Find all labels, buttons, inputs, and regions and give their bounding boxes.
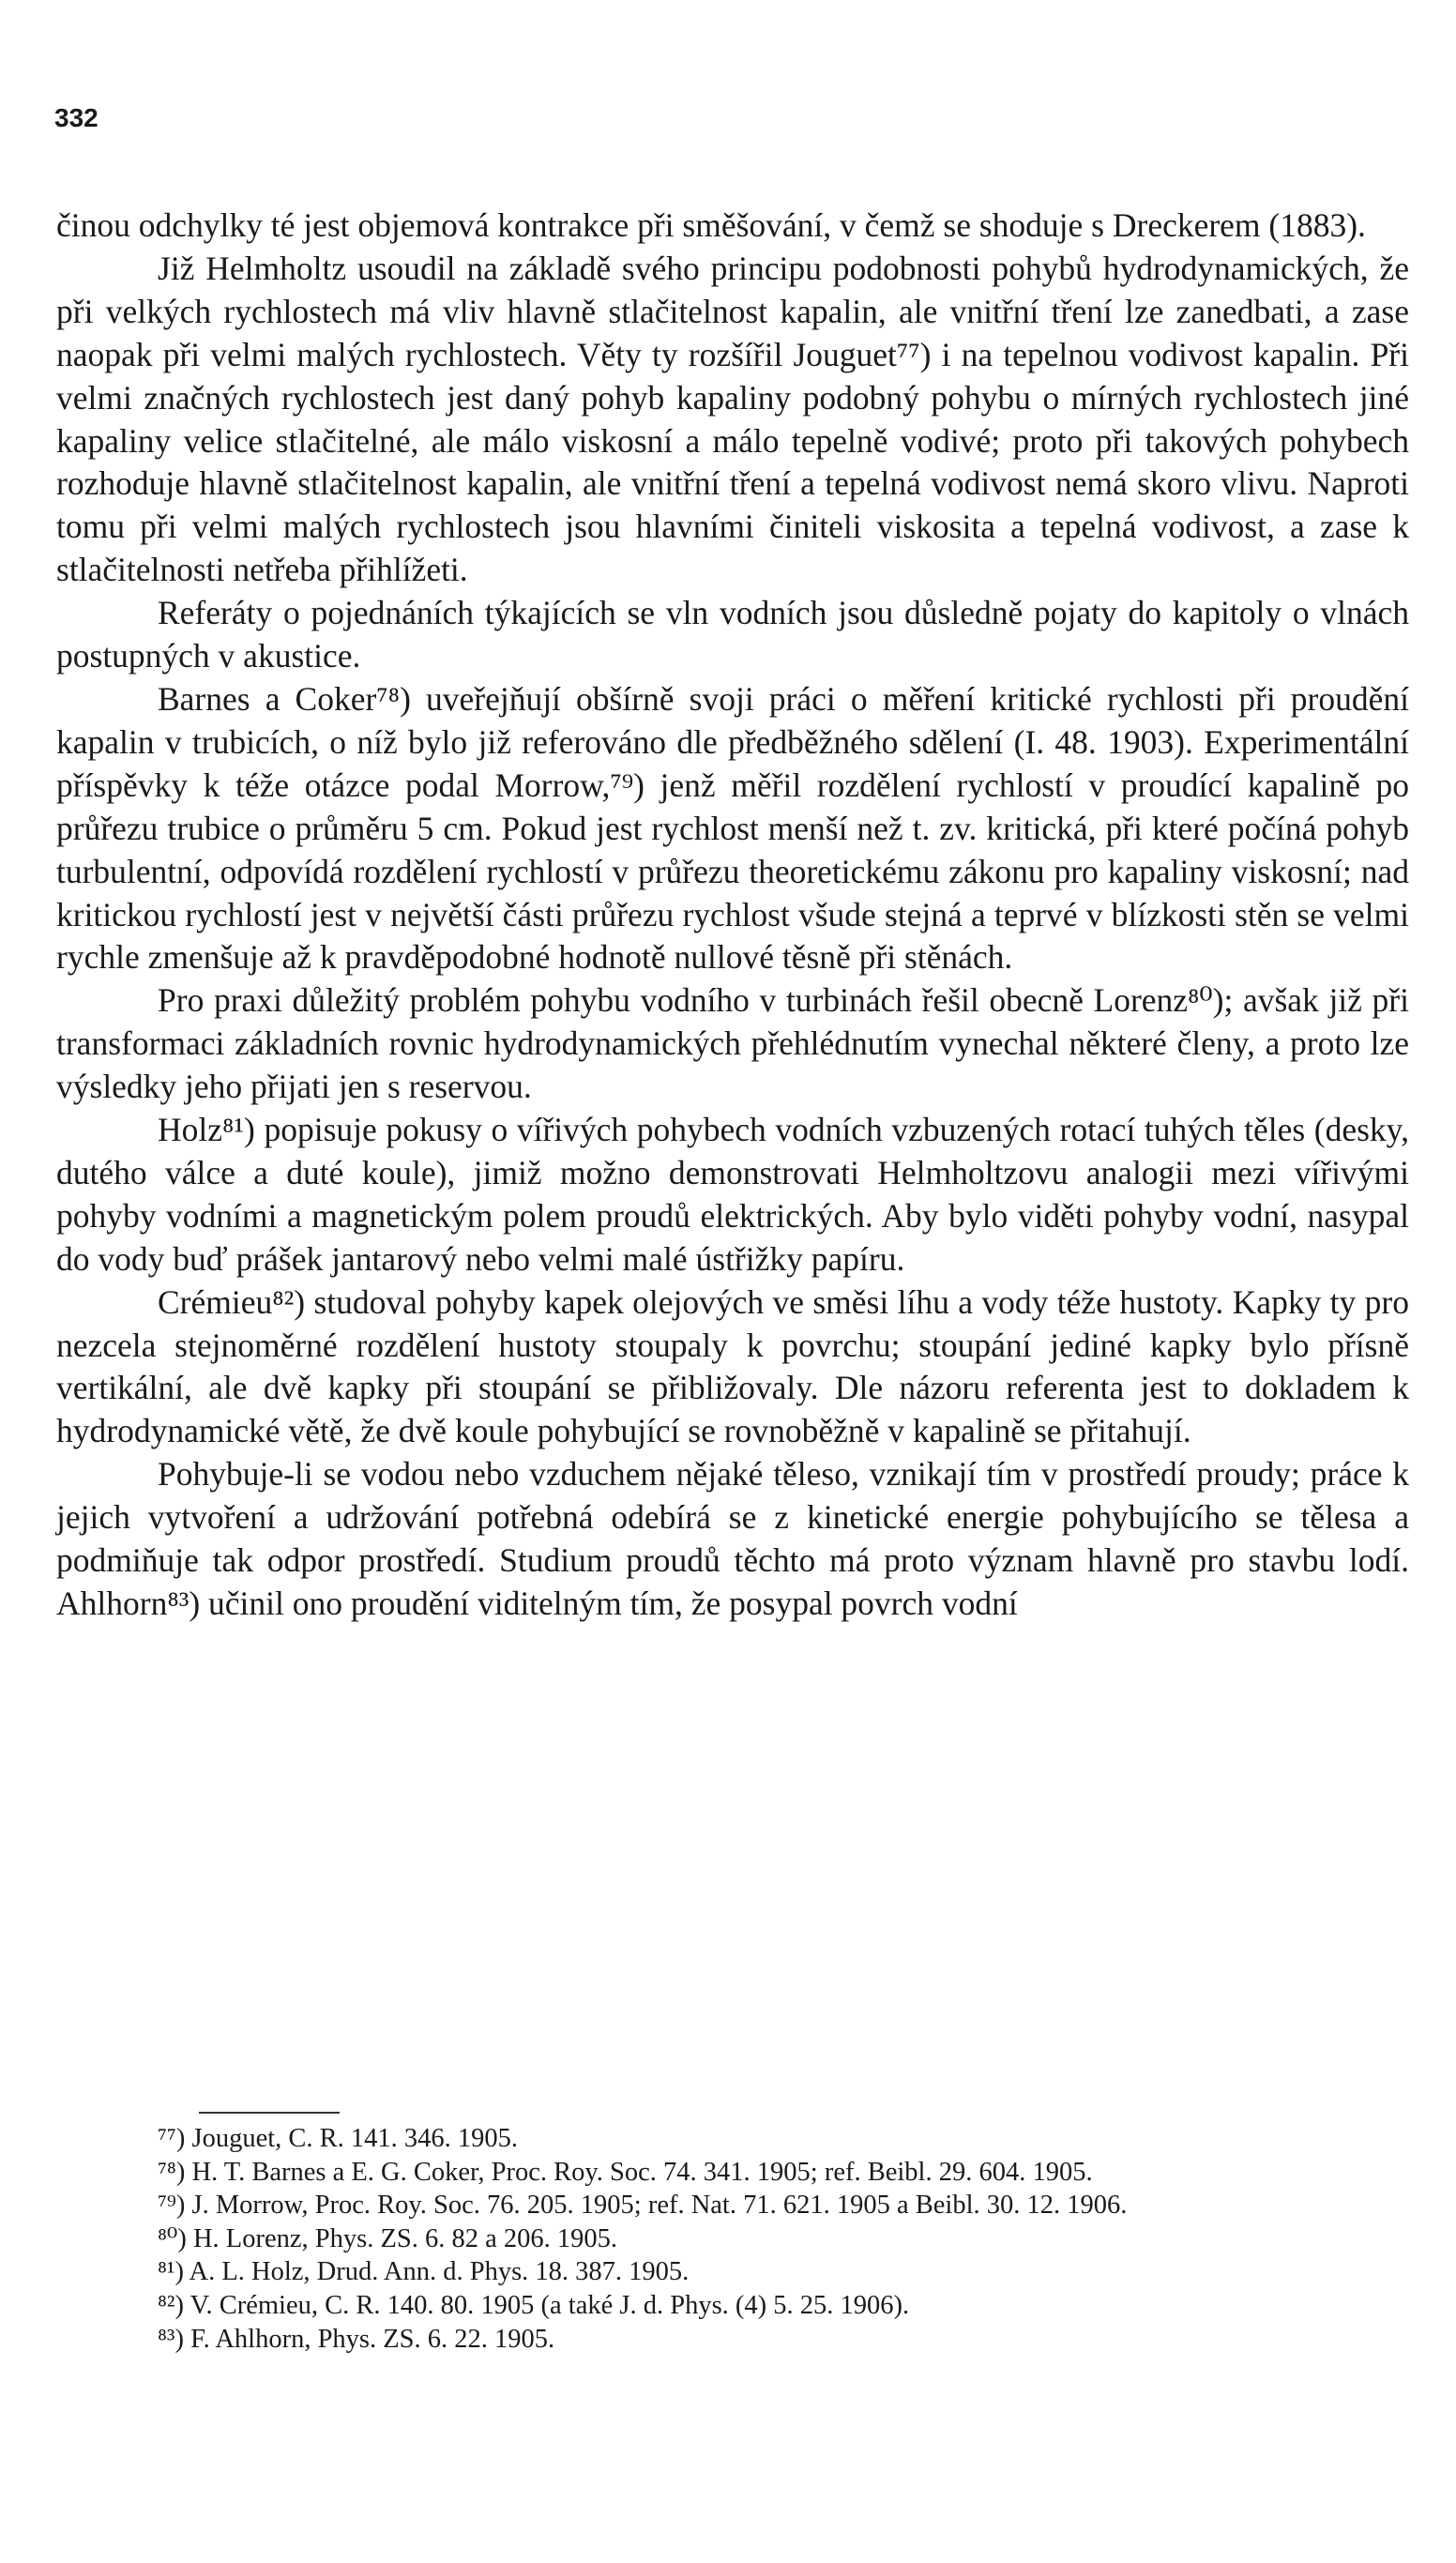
paragraph: Pohybuje-li se vodou nebo vzduchem nějaké těleso, vznikají tím v prostředí proudy; práce k jejich vytvoření a udržování potřebná odebírá se z kinetické energie pohybujícího se tělesa a podmiňuje tak odpor prostředí. Studium proudů těchto má proto význam hlavně pro stavbu lodí. Ahlhorn⁸³) učinil ono proudění viditelným tím, že posypal povrch vodní <box>56 1455 1409 1622</box>
footnote: ⁷⁷) Jouguet, C. R. 141. 346. 1905. <box>158 2124 519 2153</box>
page-number: 332 <box>54 103 99 132</box>
paragraph: Referáty o pojednáních týkajících se vln vodních jsou důsledně pojaty do kapitoly o vlnách postupných v akustice. <box>56 594 1409 675</box>
paragraph: Crémieu⁸²) studoval pohyby kapek olejových ve směsi líhu a vody téže hustoty. Kapky ty pro nezcela stejnoměrné rozdělení hustoty stoupaly k povrchu; stoupání jediné kapky bylo přísně vertikální, ale dvě kapky při stoupání se přibližovaly. Dle názoru referenta jest to dokladem k hydrodynamické větě, že dvě koule pohybující se rovnoběžně v kapalině se přitahují. <box>56 1282 1409 1450</box>
paragraph: činou odchylky té jest objemová kontrakce při směšování, v čemž se shoduje s Dreckerem (1883). <box>56 206 1366 244</box>
footnote: ⁸²) V. Crémieu, C. R. 140. 80. 1905 (a také J. d. Phys. (4) 5. 25. 1906). <box>158 2290 910 2320</box>
footnotes <box>56 2122 1409 2356</box>
paragraph: Holz⁸¹) popisuje pokusy o vířivých pohybech vodních vzbuzených rotací tuhých těles (desky, dutého válce a duté koule), jimiž možno demonstrovati Helmholtzovu analogii mezi vířivými pohyby vodními a magnetickým polem proudů elektrických. Aby bylo viděti pohyby vodní, nasypal do vody buď prášek jantarový nebo velmi malé ústřižky papíru. <box>56 1111 1409 1278</box>
paragraph: Barnes a Coker⁷⁸) uveřejňují obšírně svoji práci o měření kritické rychlosti při proudění kapalin v trubicích, o níž bylo již referováno dle předběžného sdělení (I. 48. 1903). Experimentální příspěvky k téže otázce podal Morrow,⁷⁹) jenž měřil rozdělení rychlostí v proudící kapalině po průřezu trubice o průměru 5 cm. Pokud jest rychlost menší než t. zv. kritická, při které počíná pohyb turbulentní, odpovídá rozdělení rychlostí v průřezu theoretickému zákonu pro kapaliny viskosní; nad kritickou rychlostí jest v největší části průřezu rychlost všude stejná a teprvé v blízkosti stěn se velmi rychle zmenšuje až k pravděpodobné hodnotě nullové těsně při stěnách. <box>56 679 1409 977</box>
footnote: ⁸⁰) H. Lorenz, Phys. ZS. 6. 82 a 206. 1905. <box>158 2223 617 2253</box>
footnote: ⁸³) F. Ahlhorn, Phys. ZS. 6. 22. 1905. <box>158 2324 555 2354</box>
footnote: ⁷⁹) J. Morrow, Proc. Roy. Soc. 76. 205. 1905; ref. Nat. 71. 621. 1905 a Beibl. 30. 12. 1906. <box>158 2191 1128 2221</box>
paragraph: Pro praxi důležitý problém pohybu vodního v turbinách řešil obecně Lorenz⁸⁰); avšak již při transformaci základních rovnic hydrodynamických přehlédnutím vynechal některé členy, a proto lze výsledky jeho přijati jen s reservou. <box>56 981 1409 1106</box>
footnote: ⁷⁸) H. T. Barnes a E. G. Coker, Proc. Roy. Soc. 74. 341. 1905; ref. Beibl. 29. 604. 1905. <box>158 2157 1093 2187</box>
footnote-separator <box>199 2112 340 2114</box>
paragraph: Již Helmholtz usoudil na základě svého principu podobnosti pohybů hydrodynamických, že při velkých rychlostech má vliv hlavně stlačitelnost kapalin, ale vnitřní tření lze zanedbati, a zase naopak při velmi malých rychlostech. Věty ty rozšířil Jouguet⁷⁷) i na tepelnou vodivost kapalin. Při velmi značných rychlostech jest daný pohyb kapaliny podobný pohybu o mírných rychlostech jiné kapaliny velice stlačitelné, ale málo viskosní a málo tepelně vodivé; proto při takových pohybech rozhoduje hlavně stlačitelnost kapalin, ale vnitřní tření a tepelná vodivost nemá skoro vlivu. Naproti tomu při velmi malých rychlostech jsou hlavními činiteli viskosita a tepelná vodivost, a zase k stlačitelnosti netřeba přihlížeti. <box>56 249 1409 589</box>
main-text <box>56 205 1409 1626</box>
footnote: ⁸¹) A. L. Holz, Drud. Ann. d. Phys. 18. 387. 1905. <box>158 2257 690 2287</box>
